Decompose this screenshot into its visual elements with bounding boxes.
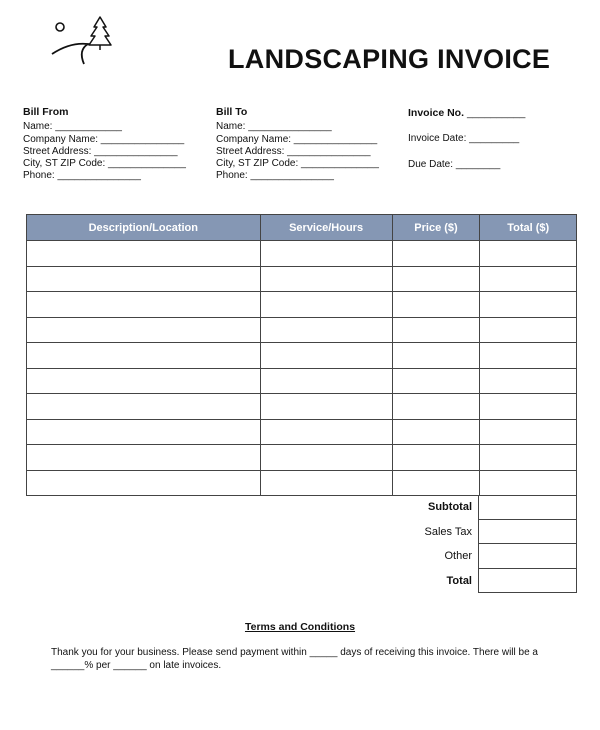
description-cell[interactable] [27,343,261,369]
bill-to-name-field[interactable]: Name: _______________ [216,121,332,133]
total-row [380,569,577,594]
service-hours-cell[interactable] [260,368,392,394]
invoice-title: LANDSCAPING INVOICE [228,44,551,74]
service-hours-cell[interactable] [260,445,392,471]
bill-to-phone-field[interactable]: Phone: _______________ [216,170,334,182]
total-cell[interactable] [480,470,577,496]
invoice-number-blank[interactable]: __________ [466,107,526,119]
other-row [380,544,577,569]
column-header-description: Description/Location [27,215,261,241]
price-cell[interactable] [392,368,480,394]
service-hours-cell[interactable] [260,292,392,318]
description-cell[interactable] [27,419,261,445]
description-cell[interactable] [27,368,261,394]
terms-text: Thank you for your business. Please send payment within _____ days of receiving this invoice. There will be a ______% per ______ on late invoices. [51,647,538,671]
subtotal-label: Subtotal [428,501,472,513]
invoice-date-row[interactable] [408,133,525,159]
price-cell[interactable] [392,419,480,445]
bill-from-street-field[interactable]: Street Address: _______________ [23,145,178,157]
table-row [27,394,577,420]
price-cell[interactable] [392,241,480,267]
bill-from-city-field[interactable]: City, ST ZIP Code: ______________ [23,158,186,170]
due-date-blank[interactable]: ________ [455,159,501,170]
other-label: Other [444,550,472,562]
total-label: Total [446,574,472,587]
totals-section [380,495,577,593]
terms-title: Terms and Conditions [244,621,356,633]
column-header-service-hours: Service/Hours [260,215,392,241]
sales-tax-cell[interactable] [478,520,577,545]
invoice-number-row[interactable] [408,107,525,133]
sales-tax-row [380,520,577,545]
table-row [27,292,577,318]
bill-to-heading: Bill To [216,106,248,118]
table-row [27,445,577,471]
bill-to-section [216,106,379,183]
bill-from-heading: Bill From [23,106,69,118]
total-cell[interactable] [480,292,577,318]
price-cell[interactable] [392,292,480,318]
total-cell[interactable] [480,368,577,394]
table-row [27,241,577,267]
column-header-price: Price ($) [392,215,480,241]
price-cell[interactable] [392,470,480,496]
price-cell[interactable] [392,445,480,471]
due-date-row[interactable] [408,159,525,185]
service-hours-cell[interactable] [260,419,392,445]
table-row [27,419,577,445]
table-body [27,241,577,496]
total-cell[interactable] [480,419,577,445]
line-items-table [26,214,577,496]
column-header-total: Total ($) [480,215,577,241]
table-row [27,266,577,292]
total-cell[interactable] [478,569,577,594]
description-cell[interactable] [27,266,261,292]
other-cell[interactable] [478,544,577,569]
total-cell[interactable] [480,445,577,471]
service-hours-cell[interactable] [260,241,392,267]
service-hours-cell[interactable] [260,317,392,343]
price-cell[interactable] [392,317,480,343]
table-header-row [27,215,577,241]
description-cell[interactable] [27,394,261,420]
bill-from-company-field[interactable]: Company Name: _______________ [23,133,185,145]
total-cell[interactable] [480,317,577,343]
total-cell[interactable] [480,394,577,420]
invoice-date-blank[interactable]: _________ [469,133,520,144]
description-cell[interactable] [27,445,261,471]
bill-to-company-field[interactable]: Company Name: _______________ [216,133,378,145]
total-cell[interactable] [480,343,577,369]
due-date-label: Due Date: [408,159,454,170]
description-cell[interactable] [27,470,261,496]
price-cell[interactable] [392,266,480,292]
total-cell[interactable] [480,266,577,292]
bill-to-street-field[interactable]: Street Address: _______________ [216,145,371,157]
invoice-date-label: Invoice Date: [408,133,467,144]
invoice-info-section [408,107,525,185]
subtotal-cell[interactable] [478,495,577,520]
price-cell[interactable] [392,394,480,420]
bill-to-city-field[interactable]: City, ST ZIP Code: ______________ [216,158,379,170]
description-cell[interactable] [27,241,261,267]
description-cell[interactable] [27,317,261,343]
total-cell[interactable] [480,241,577,267]
description-cell[interactable] [27,292,261,318]
table-row [27,343,577,369]
service-hours-cell[interactable] [260,343,392,369]
tree-hill-icon [48,14,118,70]
service-hours-cell[interactable] [260,470,392,496]
price-cell[interactable] [392,343,480,369]
bill-from-phone-field[interactable]: Phone: _______________ [23,170,141,182]
table-row [27,368,577,394]
service-hours-cell[interactable] [260,394,392,420]
sales-tax-label: Sales Tax [424,525,472,538]
table-row [27,470,577,496]
invoice-number-label: Invoice No. [408,107,465,119]
subtotal-row [380,495,577,520]
bill-from-name-field[interactable]: Name: ____________ [23,121,122,133]
bill-from-section [23,106,186,183]
service-hours-cell[interactable] [260,266,392,292]
table-row [27,317,577,343]
